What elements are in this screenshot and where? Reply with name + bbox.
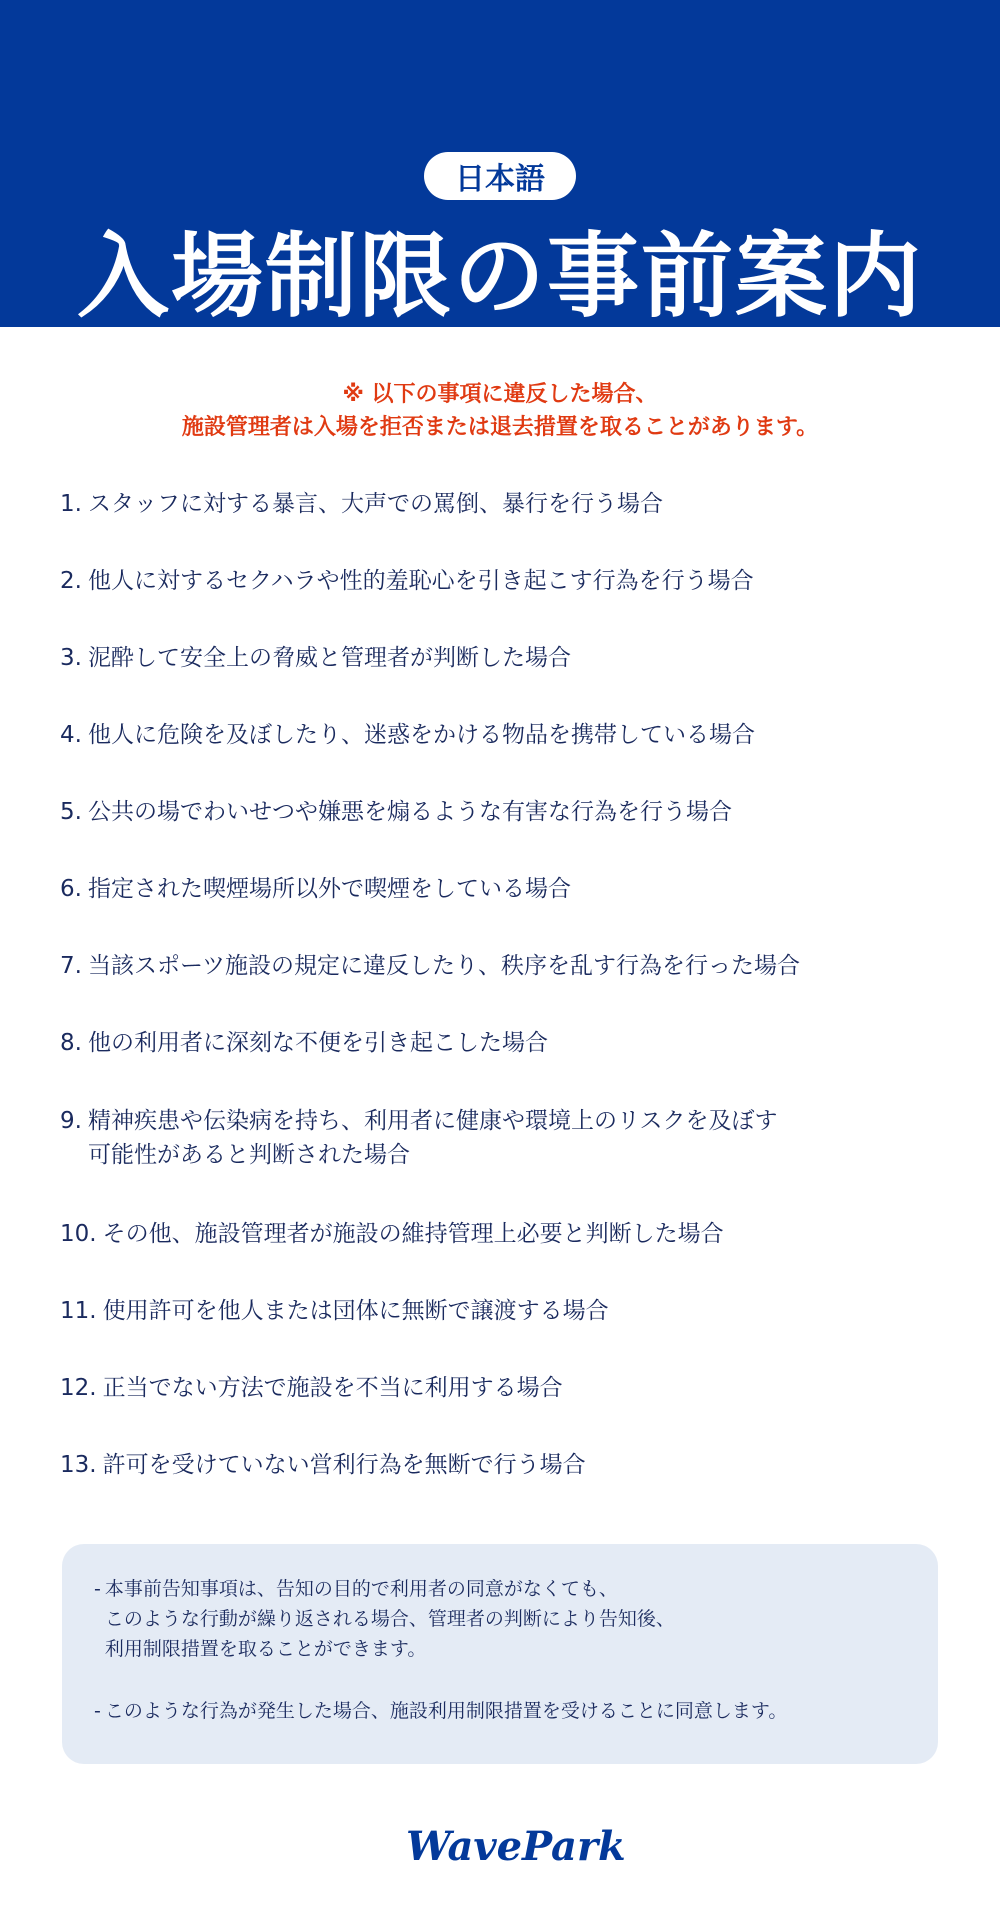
rule-item	[60, 795, 960, 829]
wavepark-logo	[404, 1822, 626, 1870]
rule-number: 3.	[60, 645, 82, 671]
page-title: 入場制限の事前案内	[76, 223, 923, 330]
rule-item	[60, 1104, 960, 1172]
rule-item	[60, 641, 960, 675]
note-text: 利用制限措置を取ることができます。	[104, 1638, 427, 1660]
note-dash: -	[94, 1578, 101, 1600]
rule-text: 他人に危険を及ぼしたり、迷惑をかける物品を携帯している場合	[87, 722, 755, 748]
rule-item	[60, 718, 960, 752]
note-dash: -	[94, 1700, 101, 1722]
rule-number: 11.	[60, 1298, 97, 1324]
rule-item	[60, 1294, 960, 1328]
rule-text: 正当でない方法で施設を不当に利用する場合	[102, 1375, 563, 1401]
rule-number: 1.	[60, 491, 82, 517]
rule-item	[60, 1371, 960, 1405]
rule-item	[60, 872, 960, 906]
notes-box	[62, 1544, 938, 1764]
logo-text: WavePark	[406, 1823, 626, 1870]
rule-number: 7.	[60, 953, 82, 979]
rule-item	[60, 1217, 960, 1251]
rule-number: 6.	[60, 876, 82, 902]
rule-item	[60, 487, 960, 521]
note-item	[94, 1696, 787, 1726]
rule-number: 9.	[60, 1108, 82, 1134]
rule-text: 使用許可を他人または団体に無断で譲渡する場合	[102, 1298, 609, 1324]
rule-text: 可能性があると判断された場合	[87, 1142, 410, 1168]
header-banner	[0, 0, 1000, 330]
rule-number: 5.	[60, 799, 82, 825]
warning-line: 施設管理者は入場を拒否または退去措置を取ることがあります。	[181, 415, 819, 440]
rule-number: 13.	[60, 1452, 97, 1478]
rule-number: 12.	[60, 1375, 97, 1401]
rule-text: 当該スポーツ施設の規定に違反したり、秩序を乱す行為を行った場合	[87, 953, 801, 979]
rule-text: 精神疾患や伝染病を持ち、利用者に健康や環境上のリスクを及ぼす	[87, 1108, 778, 1134]
rule-item	[60, 564, 960, 598]
rule-text: 他人に対するセクハラや性的羞恥心を引き起こす行為を行う場合	[87, 568, 754, 594]
note-item	[94, 1574, 675, 1664]
rule-item	[60, 1448, 960, 1482]
language-badge[interactable]: 日本語	[424, 152, 576, 200]
rule-item	[60, 1026, 960, 1060]
wavepark-logo-mark	[404, 1822, 626, 1870]
note-text: このような行為が発生した場合、施設利用制限措置を受けることに同意します。	[104, 1700, 788, 1722]
rule-number: 8.	[60, 1030, 82, 1056]
rule-text: 泥酔して安全上の脅威と管理者が判断した場合	[87, 645, 571, 671]
rule-text: 許可を受けていない営利行為を無断で行う場合	[102, 1452, 586, 1478]
rule-number: 4.	[60, 722, 82, 748]
rule-text: 他の利用者に深刻な不便を引き起こした場合	[87, 1030, 548, 1056]
note-text: 本事前告知事項は、告知の目的で利用者の同意がなくても、	[104, 1578, 618, 1600]
warning-notice	[0, 378, 1000, 444]
warning-line: ※ 以下の事項に違反した場合、	[342, 382, 658, 407]
rule-item	[60, 949, 960, 983]
rule-text: その他、施設管理者が施設の維持管理上必要と判断した場合	[102, 1221, 724, 1247]
note-text: このような行動が繰り返される場合、管理者の判断により告知後、	[104, 1608, 675, 1630]
rule-number: 10.	[60, 1221, 97, 1247]
rule-number: 2.	[60, 568, 82, 594]
rule-text: 公共の場でわいせつや嫌悪を煽るような有害な行為を行う場合	[87, 799, 732, 825]
rule-text: 指定された喫煙場所以外で喫煙をしている場合	[87, 876, 571, 902]
rule-text: スタッフに対する暴言、大声での罵倒、暴行を行う場合	[87, 491, 663, 517]
